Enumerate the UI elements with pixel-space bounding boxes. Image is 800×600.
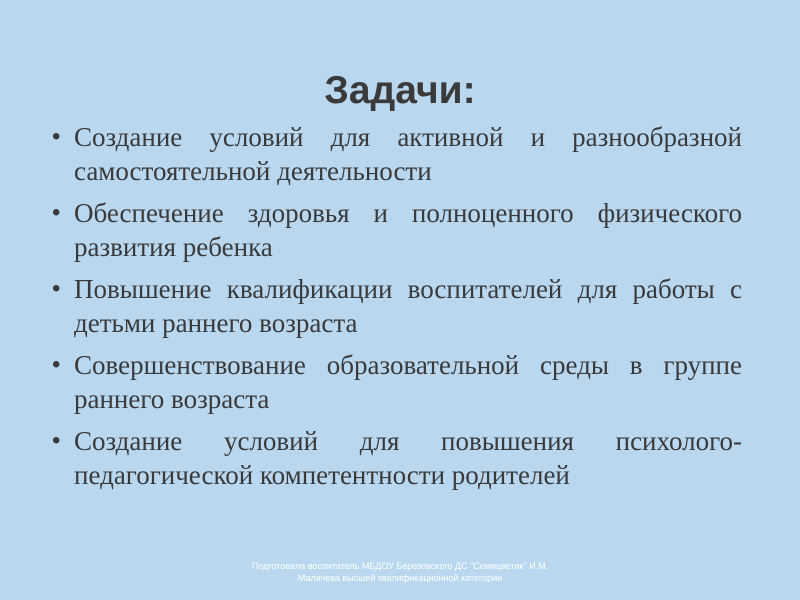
bullet-icon: • xyxy=(52,123,61,150)
task-text-3: Повышение квалификации воспитателей для работы с детьми раннего возраста xyxy=(74,274,742,338)
task-item-4 xyxy=(52,348,742,416)
task-text-4: Совершенствование образовательной среды в группе раннего возраста xyxy=(74,350,742,414)
task-item-3 xyxy=(52,272,742,340)
bullet-icon: • xyxy=(52,351,61,378)
slide-footer-note: Подготовила воспитатель МБДОУ Березовского ДС "Семицветик" И.М. Малачева высшей квалификационной категории xyxy=(251,561,549,583)
task-text-5: Создание условий для повышения психолого-педагогической компетентности родителей xyxy=(74,426,742,490)
slide-title: Задачи: xyxy=(324,69,476,112)
bullet-icon: • xyxy=(52,427,61,454)
task-text-1: Создание условий для активной и разнообразной самостоятельной деятельности xyxy=(74,122,742,186)
task-item-2 xyxy=(52,196,742,264)
bullet-icon: • xyxy=(52,275,61,302)
task-text-2: Обеспечение здоровья и полноценного физического развития ребенка xyxy=(74,198,742,262)
task-list xyxy=(52,120,742,500)
task-item-5 xyxy=(52,424,742,492)
task-item-1 xyxy=(52,120,742,188)
bullet-icon: • xyxy=(52,199,61,226)
